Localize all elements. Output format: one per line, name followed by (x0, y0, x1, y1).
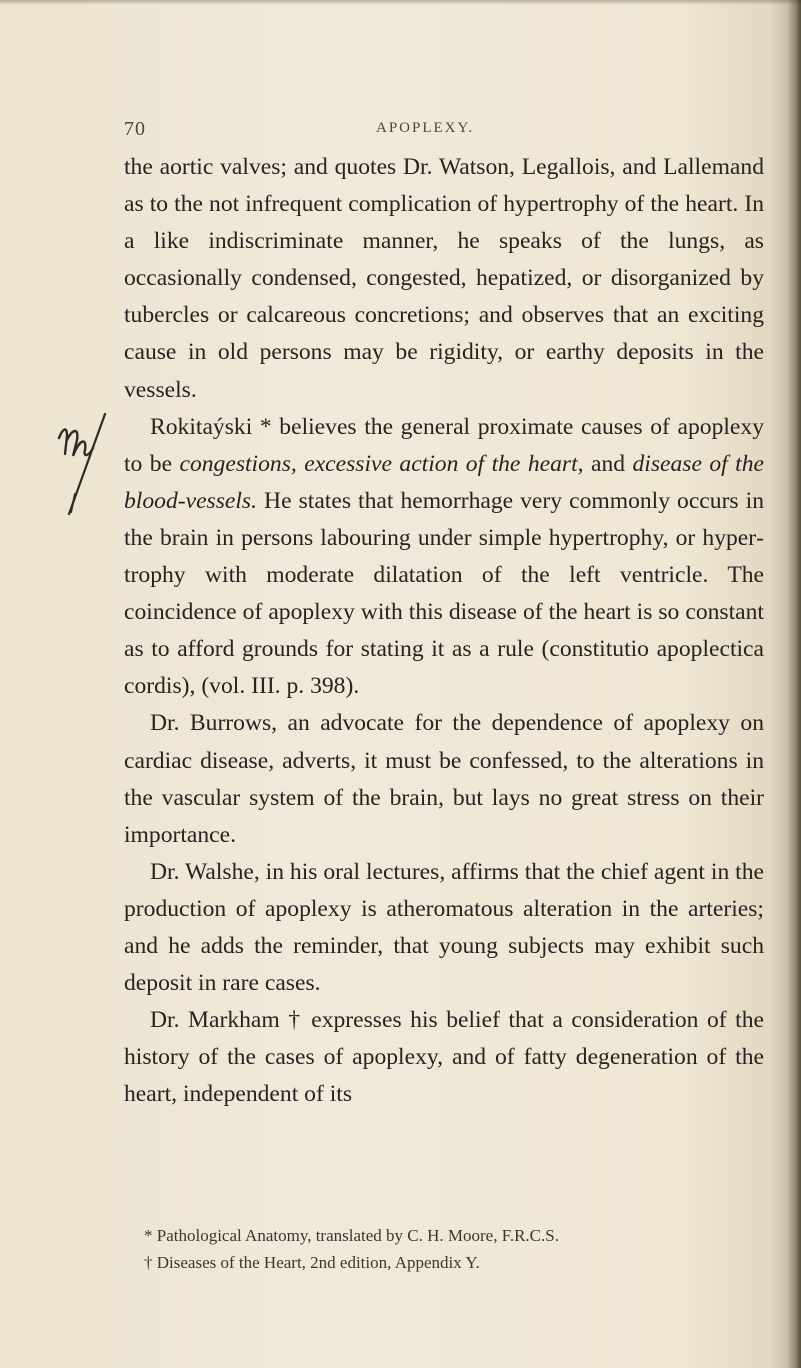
handwritten-margin-note (45, 410, 115, 520)
paragraph-rokitanski (124, 409, 764, 706)
paragraph-text: Dr. Walshe, in his oral lectures, affirms that the chief agent in the production of apoplexy is atheromatous alteration in the arteries; and he adds the reminder, that young subjects may exhibit such deposit in rare cases. (124, 858, 764, 997)
paragraph-text: Rokitaýski * believes the general proximate causes of apoplexy to be (124, 413, 764, 477)
footnote: † Diseases of the Heart, 2nd edition, Appendix Y. (144, 1253, 480, 1272)
page-number: 70 (124, 118, 146, 140)
italic-phrase: disease of the blood-vessels. (124, 450, 764, 514)
margin-note-drawing (45, 410, 115, 520)
footnotes (144, 1222, 764, 1276)
footnote: * Pathological Anatomy, translated by C. H. Moore, F.R.C.S. (144, 1226, 559, 1245)
paragraph-text: Dr. Burrows, an advocate for the dependence of apoplexy on cardiac disease, adverts, it must be confessed, to the alterations in the vascular system of the brain, but lays no great stress on their importance. (124, 710, 764, 848)
body-text (124, 149, 764, 1113)
paragraph-burrows (124, 705, 764, 853)
page-edge-shadow (0, 0, 801, 5)
paragraph-text: Dr. Markham † expresses his belief that a consideration of the history of the cases of apoplexy, and of fatty degeneration of the heart, independent of its (124, 1007, 764, 1108)
paragraph-text: He states that hemorrhage very commonly occurs in the brain in persons labouring under simple hypertrophy, or hypertrophy with moderate dilatation of the left ventricle. The coincidence of apoplexy with this disease of the heart is so constant as to afford grounds for stating it as a rule (constitutio apoplectica cordis), (vol. III. p. 398). (124, 487, 764, 700)
paragraph-text: and (583, 450, 633, 477)
running-title: APOPLEXY. (376, 120, 475, 136)
paragraph-text: the aortic valves; and quotes Dr. Watson, Legallois, and Lallemand as to the not infrequent complication of hypertrophy of the heart. In a like indiscriminate manner, he speaks of the lungs, as occasionally condensed, congested, hepatized, or disorganized by tubercles or calcareous concretions; and observes that an exciting cause in old persons may be rigidity, or earthy deposits in the vessels. (124, 154, 764, 403)
running-head (0, 118, 801, 142)
spine-shadow (787, 0, 801, 1368)
paragraph-walshe (124, 854, 764, 1002)
paragraph-aortic-valves (124, 149, 764, 409)
paragraph-markham (124, 1002, 764, 1113)
italic-phrase: congestions, excessive action of the heart, (179, 450, 584, 477)
